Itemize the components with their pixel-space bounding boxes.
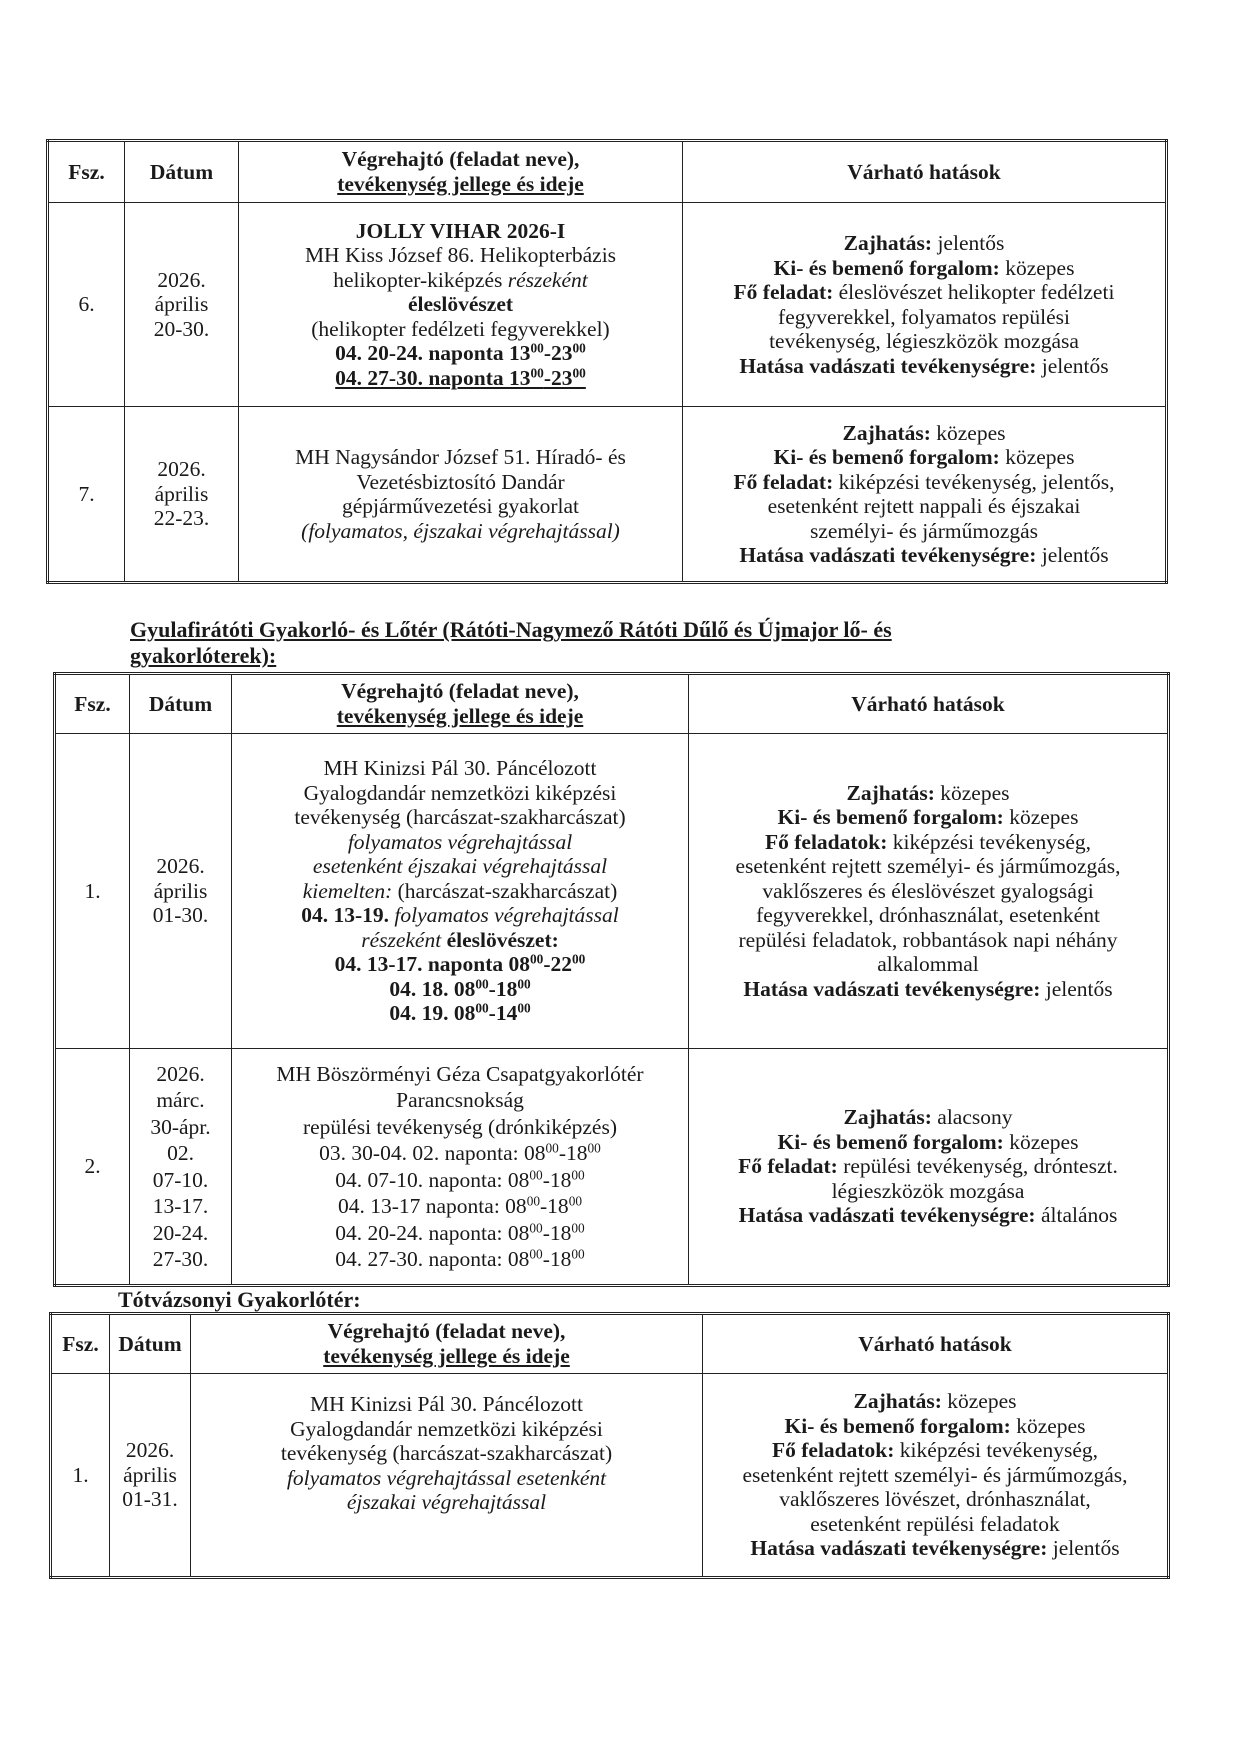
text-line: (folyamatos, éjszakai végrehajtással): [301, 518, 620, 543]
cell-effects: [689, 734, 1169, 1049]
text-line: 2026.: [156, 1061, 205, 1086]
header-datum: Dátum: [110, 1314, 191, 1374]
text-line: 04. 27-30. naponta: 08: [335, 1247, 530, 1271]
schedule-table-1: [46, 139, 1168, 584]
text-line: vaklőszeres és éleslövészet gyalogsági: [762, 878, 1094, 903]
header-fsz: Fsz.: [55, 674, 130, 734]
time-slot: [243, 341, 678, 366]
text-line: [236, 928, 684, 953]
text-line: repülési tevékenység, drónteszt.: [843, 1154, 1118, 1179]
section-heading-gyulafiratot: [130, 617, 892, 669]
text-line: Ki- és bemenő forgalom:: [777, 1129, 1004, 1154]
text-line: fegyverekkel, folyamatos repülési: [778, 304, 1070, 329]
time-slot: [236, 1001, 684, 1026]
text-line: (helikopter fedélzeti fegyverekkel): [311, 316, 610, 341]
text-line: kiképzési tevékenység, jelentős,: [838, 469, 1115, 494]
time-superscript: 00: [572, 340, 586, 356]
text-line: éleslövészet helikopter fedélzeti: [838, 280, 1115, 304]
time-superscript: 00: [475, 1000, 489, 1016]
text-line: közepes: [1005, 255, 1075, 280]
cell-effects: [689, 1049, 1169, 1286]
text-line: éjszakai végrehajtással: [346, 1490, 547, 1514]
table-header-row: [51, 1314, 1169, 1374]
text-line: helikopter-kiképzés: [333, 267, 508, 292]
table-header-row: [55, 674, 1169, 734]
text-line: folyamatos végrehajtással: [347, 829, 573, 854]
text-line: folyamatos végrehajtással esetenként: [286, 1465, 607, 1490]
table-row: [48, 203, 1167, 407]
text-line: részeként: [507, 267, 588, 292]
text-line: [687, 231, 1161, 256]
cell-task: [239, 203, 683, 407]
exercise-title: JOLLY VIHAR 2026-I: [355, 218, 566, 243]
time-slot: [236, 977, 684, 1002]
text-line: közepes: [1016, 1413, 1086, 1438]
text-line: Ki- és bemenő forgalom:: [773, 255, 1000, 280]
header-vegrehajto: [239, 141, 683, 203]
cell-datum: [130, 734, 232, 1049]
text-line: 04. 18. 08: [389, 976, 476, 1001]
text-line: kiképzési tevékenység,: [899, 1438, 1098, 1463]
tbody: [51, 1314, 1169, 1578]
text-line: 03. 30-04. 02. naponta: 08: [319, 1141, 546, 1165]
text-line: 07-10.: [152, 1167, 209, 1192]
text-line: éleslövészet: [407, 292, 514, 317]
text-line: részeként: [361, 927, 442, 952]
time-superscript: 00: [529, 1167, 543, 1183]
text-line: [243, 268, 678, 293]
cell-datum: [130, 1049, 232, 1286]
text-line: 04. 13-19.: [301, 903, 390, 928]
text-line: személyi- és járműmozgás: [809, 518, 1039, 543]
text-line: 2026.: [157, 267, 206, 292]
time-superscript: 00: [572, 951, 586, 967]
cell-task: [239, 407, 683, 583]
cell-effects: [683, 407, 1167, 583]
text-line: MH Nagysándor József 51. Híradó- és: [295, 445, 626, 469]
cell-fsz: 1.: [55, 734, 130, 1049]
time-superscript: 00: [530, 365, 544, 381]
text-line: Zajhatás:: [843, 231, 933, 255]
text-line: [687, 421, 1161, 446]
time-slot: [236, 1246, 684, 1273]
header-datum: Dátum: [125, 141, 239, 203]
text-line: [693, 1105, 1163, 1130]
text-line: Ki- és bemenő forgalom:: [777, 805, 1004, 830]
text-line: -23: [543, 341, 573, 366]
text-line: gyakorlóterek):: [130, 643, 277, 668]
time-superscript: 00: [529, 1220, 543, 1236]
cell-fsz: 2.: [55, 1049, 130, 1286]
text-line: Fő feladatok:: [765, 829, 888, 854]
text-line: (harcászat-szakharcászat): [392, 878, 618, 903]
text-line: Hatása vadászati tevékenységre:: [739, 353, 1037, 378]
header-hatasok: Várható hatások: [689, 674, 1169, 734]
table-row: [48, 407, 1167, 583]
text-line: 13-17.: [152, 1194, 209, 1218]
text-line: -18: [542, 1167, 572, 1192]
text-line: esetenként éjszakai végrehajtással: [312, 854, 608, 879]
text-line: [687, 543, 1161, 568]
text-line: alkalommal: [877, 952, 979, 977]
text-line: kiemelten:: [302, 878, 393, 903]
header-vegrehajto: [191, 1314, 703, 1374]
text-line: MH Kiss József 86. Helikopterbázis: [304, 243, 617, 268]
time-superscript: 00: [571, 1220, 585, 1236]
time-superscript: 00: [571, 1167, 585, 1183]
text-line: tevékenység jellege és ideje: [323, 1344, 570, 1368]
text-line: -18: [542, 1247, 572, 1271]
table-row: [55, 734, 1169, 1049]
text-line: -18: [542, 1220, 572, 1245]
text-line: 2026.: [157, 457, 206, 482]
text-line: 22-23.: [153, 506, 210, 531]
text-line: Tótvázsonyi Gyakorlótér:: [118, 1287, 361, 1312]
text-line: [687, 445, 1161, 470]
cell-effects: [683, 203, 1167, 407]
text-line: április: [123, 1462, 177, 1487]
text-line: jelentős: [937, 231, 1005, 255]
text-line: 20-30.: [153, 316, 210, 341]
time-superscript: 00: [517, 976, 531, 992]
header-fsz: Fsz.: [51, 1314, 110, 1374]
text-line: 2026.: [156, 854, 205, 879]
text-line: Hatása vadászati tevékenységre:: [743, 976, 1041, 1001]
table-row: [55, 1049, 1169, 1286]
cell-datum: [125, 407, 239, 583]
text-line: -22: [543, 952, 572, 977]
text-line: vaklőszeres lövészet, drónhasználat,: [779, 1487, 1091, 1512]
time-superscript: 00: [529, 1246, 543, 1262]
text-line: Parancsnokság: [396, 1088, 524, 1112]
schedule-table-2: [53, 672, 1170, 1287]
text-line: MH Kinizsi Pál 30. Páncélozott: [323, 756, 597, 781]
text-line: Hatása vadászati tevékenységre:: [738, 1203, 1036, 1228]
text-line: jelentős: [1052, 1536, 1120, 1561]
text-line: [236, 903, 684, 928]
text-line: Fő feladat:: [738, 1154, 838, 1179]
text-line: 04. 20-24. naponta 13: [335, 341, 531, 366]
cell-task: [232, 734, 689, 1049]
text-line: április: [154, 292, 209, 317]
time-superscript: 00: [530, 340, 544, 356]
text-line: 04. 13-17 naponta: 08: [337, 1194, 527, 1218]
text-line: [693, 805, 1163, 830]
time-slot: [236, 1140, 684, 1167]
text-line: [687, 470, 1161, 495]
text-line: [693, 1154, 1163, 1179]
time-slot: [236, 1167, 684, 1194]
text-line: [707, 1389, 1163, 1414]
text-line: -18: [558, 1141, 588, 1165]
table-row: [51, 1374, 1169, 1578]
tbody: [48, 141, 1167, 583]
text-line: tevékenység jellege és ideje: [337, 172, 584, 196]
text-line: [707, 1536, 1163, 1561]
text-line: április: [154, 481, 209, 506]
text-line: márc.: [156, 1088, 205, 1112]
text-line: Ki- és bemenő forgalom:: [773, 445, 1000, 469]
text-line: Vezetésbiztosító Dandár: [356, 469, 565, 494]
text-line: 01-31.: [122, 1487, 178, 1512]
time-superscript: 00: [517, 1000, 531, 1016]
text-line: MH Böszörményi Géza Csapatgyakorlótér: [276, 1061, 644, 1086]
text-line: 27-30.: [152, 1247, 209, 1271]
text-line: -18: [540, 1194, 569, 1218]
text-line: április: [153, 878, 208, 903]
text-line: [693, 781, 1163, 806]
text-line: 04. 27-30. naponta 13: [335, 365, 531, 390]
text-line: Ki- és bemenő forgalom:: [784, 1413, 1011, 1438]
text-line: Hatása vadászati tevékenységre:: [739, 543, 1037, 567]
time-slot: [236, 952, 684, 977]
text-line: tevékenység, légieszközök mozgása: [769, 329, 1079, 353]
text-line: Zajhatás:: [843, 1105, 932, 1130]
text-line: folyamatos végrehajtással: [389, 903, 619, 928]
text-line: repülési feladatok, robbantások napi néhány: [738, 927, 1118, 952]
text-line: közepes: [947, 1389, 1017, 1414]
time-superscript: 00: [572, 365, 586, 381]
cell-fsz: 1.: [51, 1374, 110, 1578]
cell-effects: [703, 1374, 1169, 1578]
text-line: repülési tevékenység (drónkiképzés): [302, 1114, 618, 1139]
text-line: jelentős: [1041, 353, 1109, 378]
text-line: Hatása vadászati tevékenységre:: [750, 1536, 1048, 1561]
text-line: közepes: [1009, 1129, 1079, 1154]
text-line: közepes: [936, 420, 1006, 445]
schedule-table-3: [49, 1312, 1170, 1579]
text-line: általános: [1040, 1203, 1118, 1228]
header-hatasok: Várható hatások: [683, 141, 1167, 203]
text-line: fegyverekkel, drónhasználat, esetenként: [756, 903, 1100, 928]
section-heading-totvazsony: [118, 1287, 361, 1313]
text-line: esetenként rejtett személyi- és járműmozgás,: [742, 1462, 1128, 1487]
header-datum: Dátum: [130, 674, 232, 734]
time-superscript: 00: [587, 1140, 601, 1156]
text-line: [693, 1130, 1163, 1155]
text-line: [687, 256, 1161, 281]
text-line: 30-ápr.: [150, 1114, 211, 1139]
cell-fsz: 6.: [48, 203, 125, 407]
time-superscript: 00: [545, 1140, 559, 1156]
text-line: közepes: [940, 780, 1010, 805]
text-line: [693, 1203, 1163, 1228]
tbody: [55, 674, 1169, 1286]
text-line: -18: [488, 976, 518, 1001]
text-line: 04. 20-24. naponta: 08: [335, 1220, 530, 1245]
text-line: 02.: [167, 1141, 194, 1165]
text-line: Fő feladatok:: [772, 1438, 895, 1463]
cell-datum: [125, 203, 239, 407]
table-header-row: [48, 141, 1167, 203]
text-line: 01-30.: [152, 903, 209, 928]
text-line: éleslövészet:: [441, 927, 559, 952]
cell-task: [232, 1049, 689, 1286]
text-line: Zajhatás:: [846, 780, 935, 805]
text-line: alacsony: [937, 1105, 1013, 1130]
text-line: jelentős: [1041, 543, 1109, 567]
time-superscript: 00: [571, 1246, 585, 1262]
text-line: tevékenység jellege és ideje: [336, 704, 584, 728]
text-line: Gyalogdandár nemzetközi kiképzési: [303, 780, 617, 805]
text-line: Végrehajtó (feladat neve),: [341, 679, 579, 703]
text-line: Fő feladat:: [733, 280, 834, 304]
text-line: kiképzési tevékenység,: [892, 829, 1091, 854]
text-line: 04. 13-17. naponta 08: [334, 952, 530, 977]
time-superscript: 00: [526, 1193, 541, 1209]
time-superscript: 00: [568, 1193, 583, 1209]
text-line: -23: [543, 365, 573, 390]
text-line: Végrehajtó (feladat neve),: [341, 147, 580, 171]
text-line: tevékenység (harcászat-szakharcászat): [280, 1441, 613, 1465]
text-line: [693, 830, 1163, 855]
text-line: közepes: [1009, 805, 1079, 830]
time-superscript: 00: [475, 976, 489, 992]
header-hatasok: Várható hatások: [703, 1314, 1169, 1374]
time-slot: [236, 1193, 684, 1220]
time-slot: [236, 1220, 684, 1247]
text-line: Zajhatás:: [842, 420, 931, 445]
text-line: [693, 977, 1163, 1002]
text-line: [707, 1414, 1163, 1439]
text-line: -14: [488, 1001, 518, 1026]
text-line: 2026.: [125, 1438, 175, 1463]
text-line: gépjárművezetési gyakorlat: [342, 494, 579, 518]
text-line: 04. 07-10. naponta: 08: [335, 1167, 530, 1192]
cell-fsz: 7.: [48, 407, 125, 583]
cell-datum: [110, 1374, 191, 1578]
text-line: 04. 19. 08: [389, 1001, 476, 1026]
text-line: [707, 1438, 1163, 1463]
text-line: Gyalogdandár nemzetközi kiképzési: [290, 1416, 603, 1441]
header-vegrehajto: [232, 674, 689, 734]
text-line: [687, 280, 1161, 305]
text-line: jelentős: [1045, 976, 1113, 1001]
text-line: [236, 879, 684, 904]
text-line: esetenként repülési feladatok: [810, 1511, 1060, 1536]
text-line: esetenként rejtett személyi- és járműmozgás,: [735, 854, 1121, 879]
time-superscript: 00: [530, 951, 544, 967]
time-slot: [243, 366, 678, 391]
text-line: esetenként rejtett nappali és éjszakai: [767, 494, 1081, 518]
text-line: közepes: [1005, 445, 1075, 469]
text-line: Végrehajtó (feladat neve),: [327, 1319, 566, 1343]
text-line: tevékenység (harcászat-szakharcászat): [294, 805, 626, 830]
text-line: 20-24.: [152, 1220, 209, 1245]
text-line: légieszközök mozgása: [831, 1178, 1025, 1203]
text-line: Gyulafirátóti Gyakorló- és Lőtér (Rátóti-Nagymező Rátóti Dűlő és Újmajor lő- és: [130, 617, 892, 642]
header-fsz: Fsz.: [48, 141, 125, 203]
text-line: [687, 354, 1161, 379]
text-line: MH Kinizsi Pál 30. Páncélozott: [310, 1392, 583, 1416]
cell-task: [191, 1374, 703, 1578]
text-line: Zajhatás:: [853, 1389, 942, 1414]
text-line: Fő feladat:: [733, 469, 834, 494]
